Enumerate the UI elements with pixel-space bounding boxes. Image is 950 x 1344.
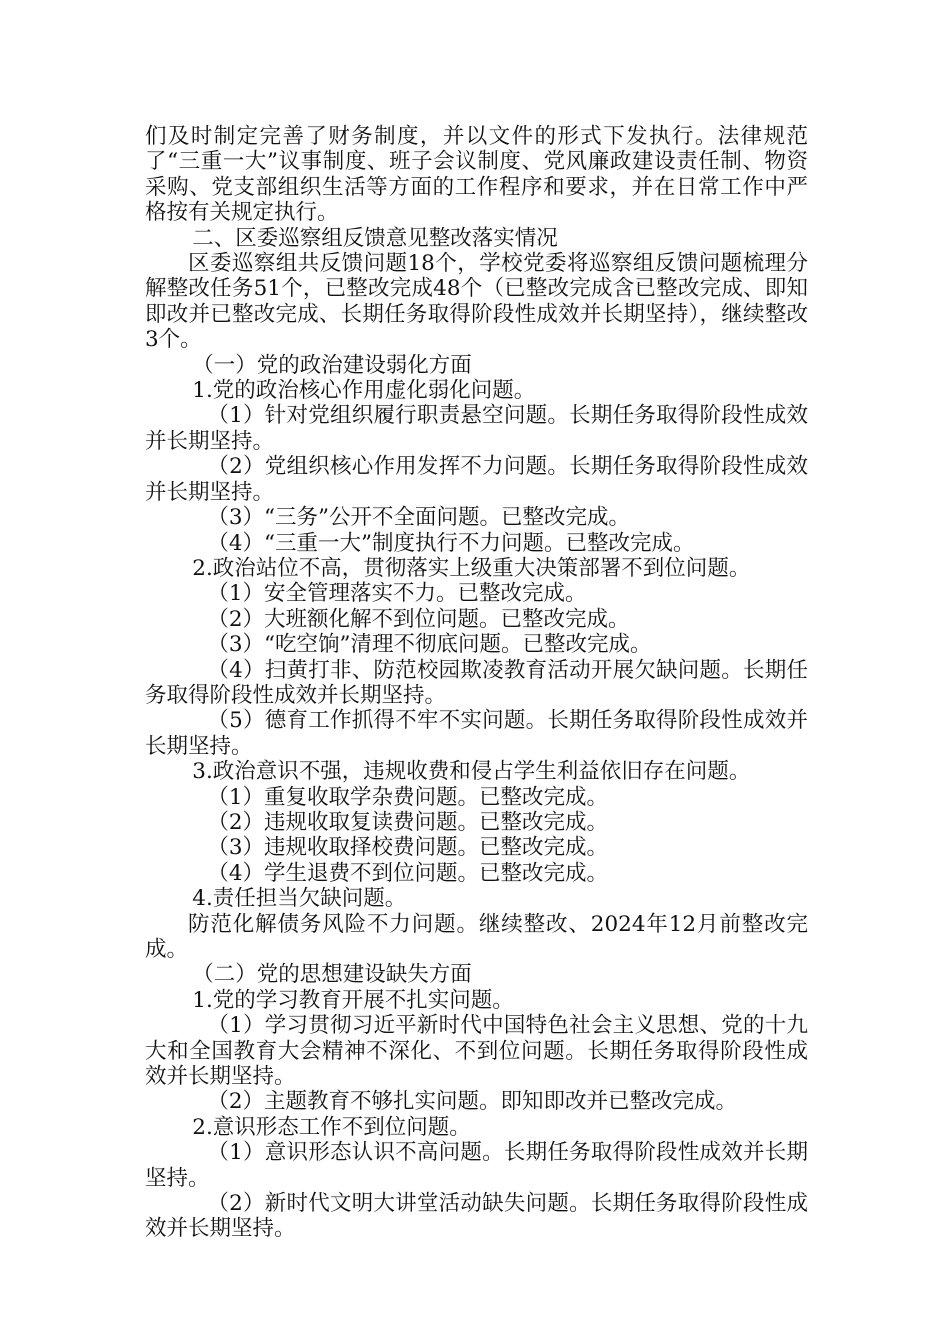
paragraph: 区委巡察组共反馈问题18个，学校党委将巡察组反馈问题梳理分解整改任务51个，已整改完成48个（已整改完成含已整改完成、即知即改并已整改完成、长期任务取得阶段性成效并长期坚持），继续整改3个。 [145,251,808,353]
paragraph: （4）“三重一大”制度执行不力问题。已整改完成。 [207,530,695,556]
paragraph: （1）意识形态认识不高问题。长期任务取得阶段性成效并长期坚持。 [145,1140,808,1191]
paragraph: （3）“吃空饷”清理不彻底问题。已整改完成。 [207,632,652,658]
paragraph: （2）违规收取复读费问题。已整改完成。 [207,809,609,835]
paragraph: （1）学习贯彻习近平新时代中国特色社会主义思想、党的十九大和全国教育大会精神不深化、不到位问题。长期任务取得阶段性成效并长期坚持。 [145,1013,808,1090]
paragraph: 防范化解债务风险不力问题。继续整改、2024年12月前整改完成。 [145,911,808,962]
paragraph: （2）大班额化解不到位问题。已整改完成。 [207,606,630,632]
paragraph: 2.政治站位不高，贯彻落实上级重大决策部署不到位问题。 [192,555,751,581]
paragraph: 1.党的学习教育开展不扎实问题。 [192,987,514,1013]
paragraph: （二）党的思想建设缺失方面 [192,962,472,988]
paragraph: 2.意识形态工作不到位问题。 [192,1114,471,1140]
paragraph: （2）新时代文明大讲堂活动缺失问题。长期任务取得阶段性成效并长期坚持。 [145,1191,808,1242]
document-page [145,124,808,1242]
paragraph: （1）安全管理落实不力。已整改完成。 [207,581,587,607]
paragraph: 1.党的政治核心作用虚化弱化问题。 [192,378,536,404]
paragraph: （2）主题教育不够扎实问题。即知即改并已整改完成。 [207,1089,738,1115]
paragraph: （3）“三务”公开不全面问题。已整改完成。 [207,505,631,531]
paragraph: （5）德育工作抓得不牢不实问题。长期任务取得阶段性成效并长期坚持。 [145,708,808,759]
paragraph: （4）扫黄打非、防范校园欺凌教育活动开展欠缺问题。长期任务取得阶段性成效并长期坚持。 [145,657,808,708]
paragraph: （4）学生退费不到位问题。已整改完成。 [207,860,609,886]
paragraph: （一）党的政治建设弱化方面 [192,352,472,378]
paragraph: 们及时制定完善了财务制度，并以文件的形式下发执行。法律规范了“三重一大”议事制度、班子会议制度、党风廉政建设责任制、物资采购、党支部组织生活等方面的工作程序和要求，并在日常工作中严格按有关规定执行。 [145,124,808,226]
paragraph: （3）违规收取择校费问题。已整改完成。 [207,835,609,861]
paragraph: （1）针对党组织履行职责悬空问题。长期任务取得阶段性成效并长期坚持。 [145,403,808,454]
paragraph: 二、区委巡察组反馈意见整改落实情况 [192,225,558,251]
paragraph: （1）重复收取学杂费问题。已整改完成。 [207,784,609,810]
paragraph: 4.责任担当欠缺问题。 [192,886,407,912]
paragraph: （2）党组织核心作用发挥不力问题。长期任务取得阶段性成效并长期坚持。 [145,454,808,505]
paragraph: 3.政治意识不强，违规收费和侵占学生利益依旧存在问题。 [192,759,751,785]
